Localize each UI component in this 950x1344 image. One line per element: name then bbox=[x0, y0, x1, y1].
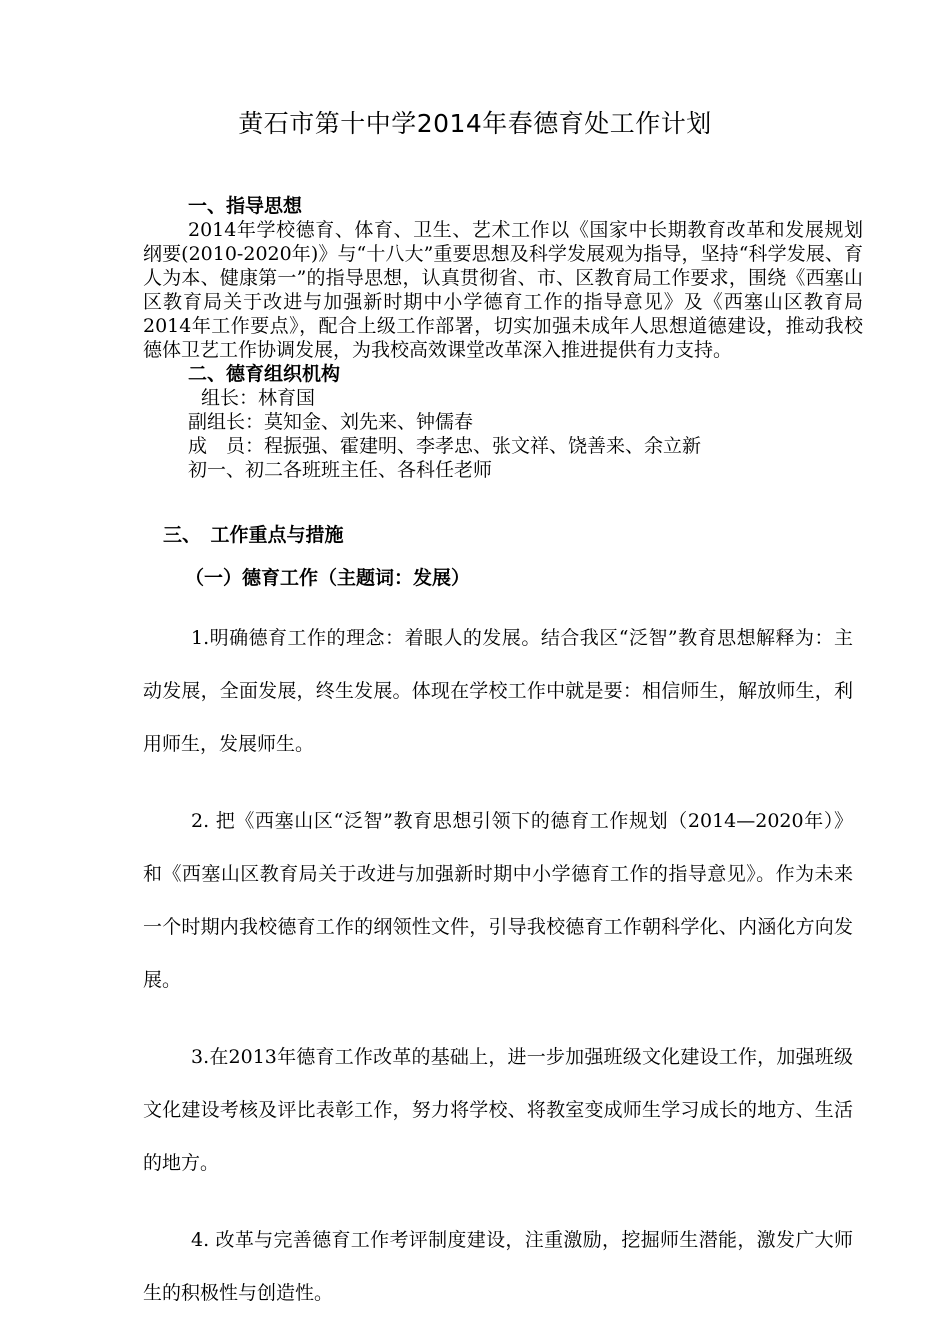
section-guiding-principles bbox=[143, 194, 863, 482]
section3-subheading: （一）德育工作（主题词：发展） bbox=[185, 567, 471, 589]
work-item: 1.明确德育工作的理念：着眼人的发展。结合我区“泛智”教育思想解释为：主动发展，全面发展，终生发展。体现在学校工作中就是要：相信师生，解放师生，利用师生，发展师生。 bbox=[143, 627, 853, 755]
section1-heading: 一、指导思想 bbox=[188, 195, 303, 217]
work-item: 2. 把《西塞山区“泛智”教育思想引领下的德育工作规划（2014—2020年）》和《西塞山区教育局关于改进与加强新时期中小学德育工作的指导意见》。作为未来一个时期内我校德育工作的纲领性文件，引导我校德育工作朝科学化、内涵化方向发展。 bbox=[143, 810, 853, 991]
member-deputy-leaders: 副组长：莫知金、刘先来、钟儒春 bbox=[188, 411, 474, 433]
member-members: 成 员：程振强、霍建明、李孝忠、张文祥、饶善来、余立新 bbox=[188, 435, 702, 457]
work-item: 3.在2013年德育工作改革的基础上，进一步加强班级文化建设工作，加强班级文化建设考核及评比表彰工作，努力将学校、将教室变成师生学习成长的地方、生活的地方。 bbox=[143, 1046, 853, 1174]
section1-paragraph: 2014年学校德育、体育、卫生、艺术工作以《国家中长期教育改革和发展规划纲要(2010-2020年)》与“十八大”重要思想及科学发展观为指导，坚持“科学发展、育人为本、健康第一”的指导思想，认真贯彻省、市、区教育局工作要求，围绕《西塞山区教育局关于改进与加强新时期中小学德育工作的指导意见》及《西塞山区教育局2014年工作要点》，配合上级工作部署，切实加强未成年人思想道德建设，推动我校德体卫艺工作协调发展，为我校高效课堂改革深入推进提供有力支持。 bbox=[143, 219, 863, 361]
section3-heading: 三、 工作重点与措施 bbox=[163, 524, 344, 546]
section3-items bbox=[143, 612, 853, 1344]
member-class-teachers: 初一、初二各班班主任、各科任老师 bbox=[188, 459, 493, 481]
member-leader: 组长：林育国 bbox=[201, 387, 316, 409]
document-title: 黄石市第十中学2014年春德育处工作计划 bbox=[238, 109, 712, 138]
section2-heading: 二、德育组织机构 bbox=[188, 363, 341, 385]
work-item: 4. 改革与完善德育工作考评制度建设，注重激励，挖掘师生潜能，激发广大师生的积极性与创造性。 bbox=[143, 1229, 853, 1304]
